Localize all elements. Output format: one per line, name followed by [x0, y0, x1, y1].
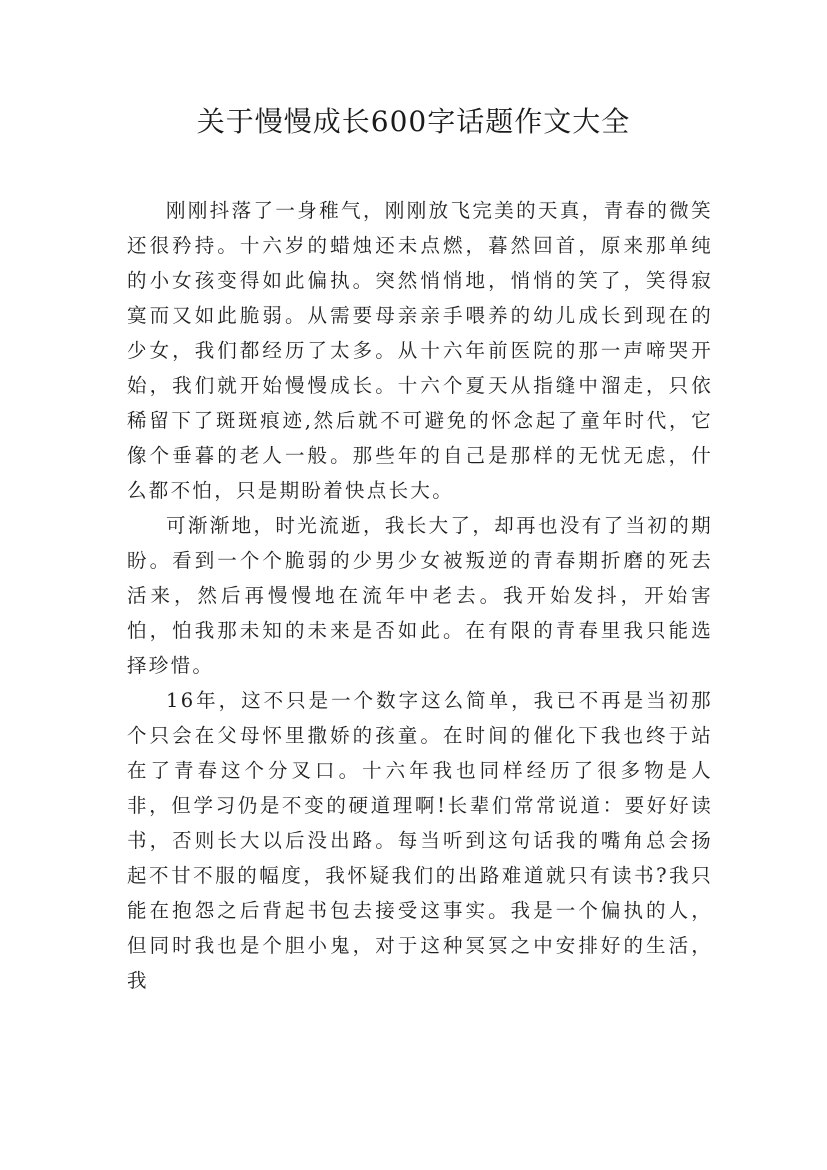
paragraph-3: 16年，这不只是一个数字这么简单，我已不再是当初那个只会在父母怀里撒娇的孩童。在时间的催化下我也终于站在了青春这个分叉口。十六年我也同样经历了很多物是人非，但学习仍是不变的硬道理啊!长辈们常常说道：要好好读书，否则长大以后没出路。每当听到这句话我的嘴角总会扬起不甘不服的幅度，我怀疑我们的出路难道就只有读书?我只能在抱怨之后背起书包去接受这事实。我是一个偏执的人，但同时我也是个胆小鬼，对于这种冥冥之中安排好的生活，我 [127, 689, 713, 992]
document-title: 关于慢慢成长600字话题作文大全 [196, 105, 631, 138]
paragraph-1: 刚刚抖落了一身稚气，刚刚放飞完美的天真，青春的微笑还很矜持。十六岁的蜡烛还未点燃，暮然回首，原来那单纯的小女孩变得如此偏执。突然悄悄地，悄悄的笑了，笑得寂寞而又如此脆弱。从需要母亲亲手喂养的幼儿成长到现在的少女，我们都经历了太多。从十六年前医院的那一声啼哭开始，我们就开始慢慢成长。十六个夏天从指缝中溜走，只依稀留下了斑斑痕迹,然后就不可避免的怀念起了童年时代，它像个垂暮的老人一般。那些年的自己是那样的无忧无虑，什么都不怕，只是期盼着快点长大。 [127, 199, 713, 502]
document-body [127, 193, 713, 998]
paragraph-2: 可渐渐地，时光流逝，我长大了，却再也没有了当初的期盼。看到一个个脆弱的少男少女被叛逆的青春期折磨的死去活来，然后再慢慢地在流年中老去。我开始发抖，开始害怕，怕我那未知的未来是否如此。在有限的青春里我只能选择珍惜。 [127, 514, 713, 677]
